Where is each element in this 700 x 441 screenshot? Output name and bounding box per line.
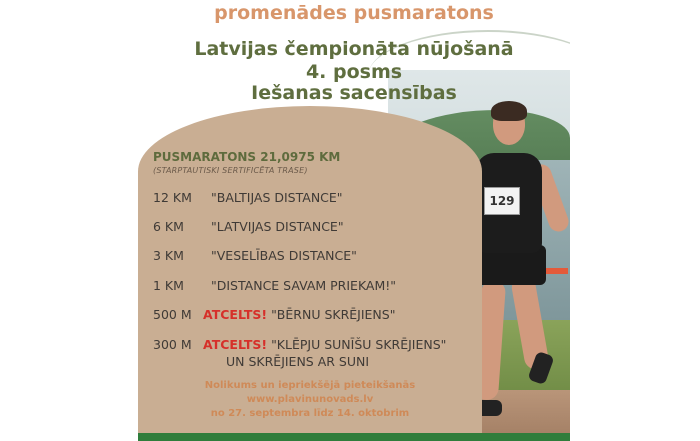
half-marathon-title: PUSMARATONS 21,0975 KM [153, 150, 341, 164]
stage-title: 4. posms [305, 61, 403, 83]
distance-name: "KLĒPJU SUNĪŠU SKRĒJIENS" [271, 337, 447, 352]
bottom-bar [138, 433, 570, 441]
walking-competition-title: Iešanas sacensības [251, 82, 457, 104]
distance-name: UN SKRĒJIENS AR SUNI [226, 354, 370, 369]
poster-title: promenādes pusmaratons [214, 2, 494, 24]
distance-name: "BALTIJAS DISTANCE" [211, 190, 343, 205]
registration-info: Nolikums un iepriekšējā pieteikšanās [204, 380, 416, 391]
event-poster [138, 0, 570, 441]
distance-row [153, 248, 357, 263]
distance-name: "DISTANCE SAVAM PRIEKAM!" [211, 278, 397, 293]
registration-dates: no 27. septembra līdz 14. oktobrim [210, 408, 410, 419]
distance-row-continuation [226, 354, 369, 369]
website-link[interactable]: www.plavinunovads.lv [246, 394, 374, 405]
distance-km: 6 KM [153, 219, 184, 234]
championship-title: Latvijas čempionāta nūjošanā [194, 38, 514, 60]
distance-row [153, 337, 446, 352]
distance-km: 500 M [153, 307, 192, 322]
cancelled-label: ATCELTS! [203, 337, 268, 352]
distance-km: 1 KM [153, 278, 184, 293]
distance-km: 3 KM [153, 248, 184, 263]
certified-note: (STARPTAUTISKI SERTIFICĒTA TRASE) [153, 166, 308, 175]
race-bib: 129 [484, 187, 520, 215]
distance-km: 12 KM [153, 190, 192, 205]
distance-name: "BĒRNU SKRĒJIENS" [271, 307, 396, 322]
distance-row [153, 307, 395, 322]
distance-name: "LATVIJAS DISTANCE" [211, 219, 344, 234]
distance-row [153, 190, 343, 205]
distance-name: "VESELĪBAS DISTANCE" [211, 248, 357, 263]
distance-row [153, 219, 344, 234]
distance-row [153, 278, 396, 293]
cancelled-label: ATCELTS! [203, 307, 268, 322]
distance-km: 300 M [153, 337, 192, 352]
